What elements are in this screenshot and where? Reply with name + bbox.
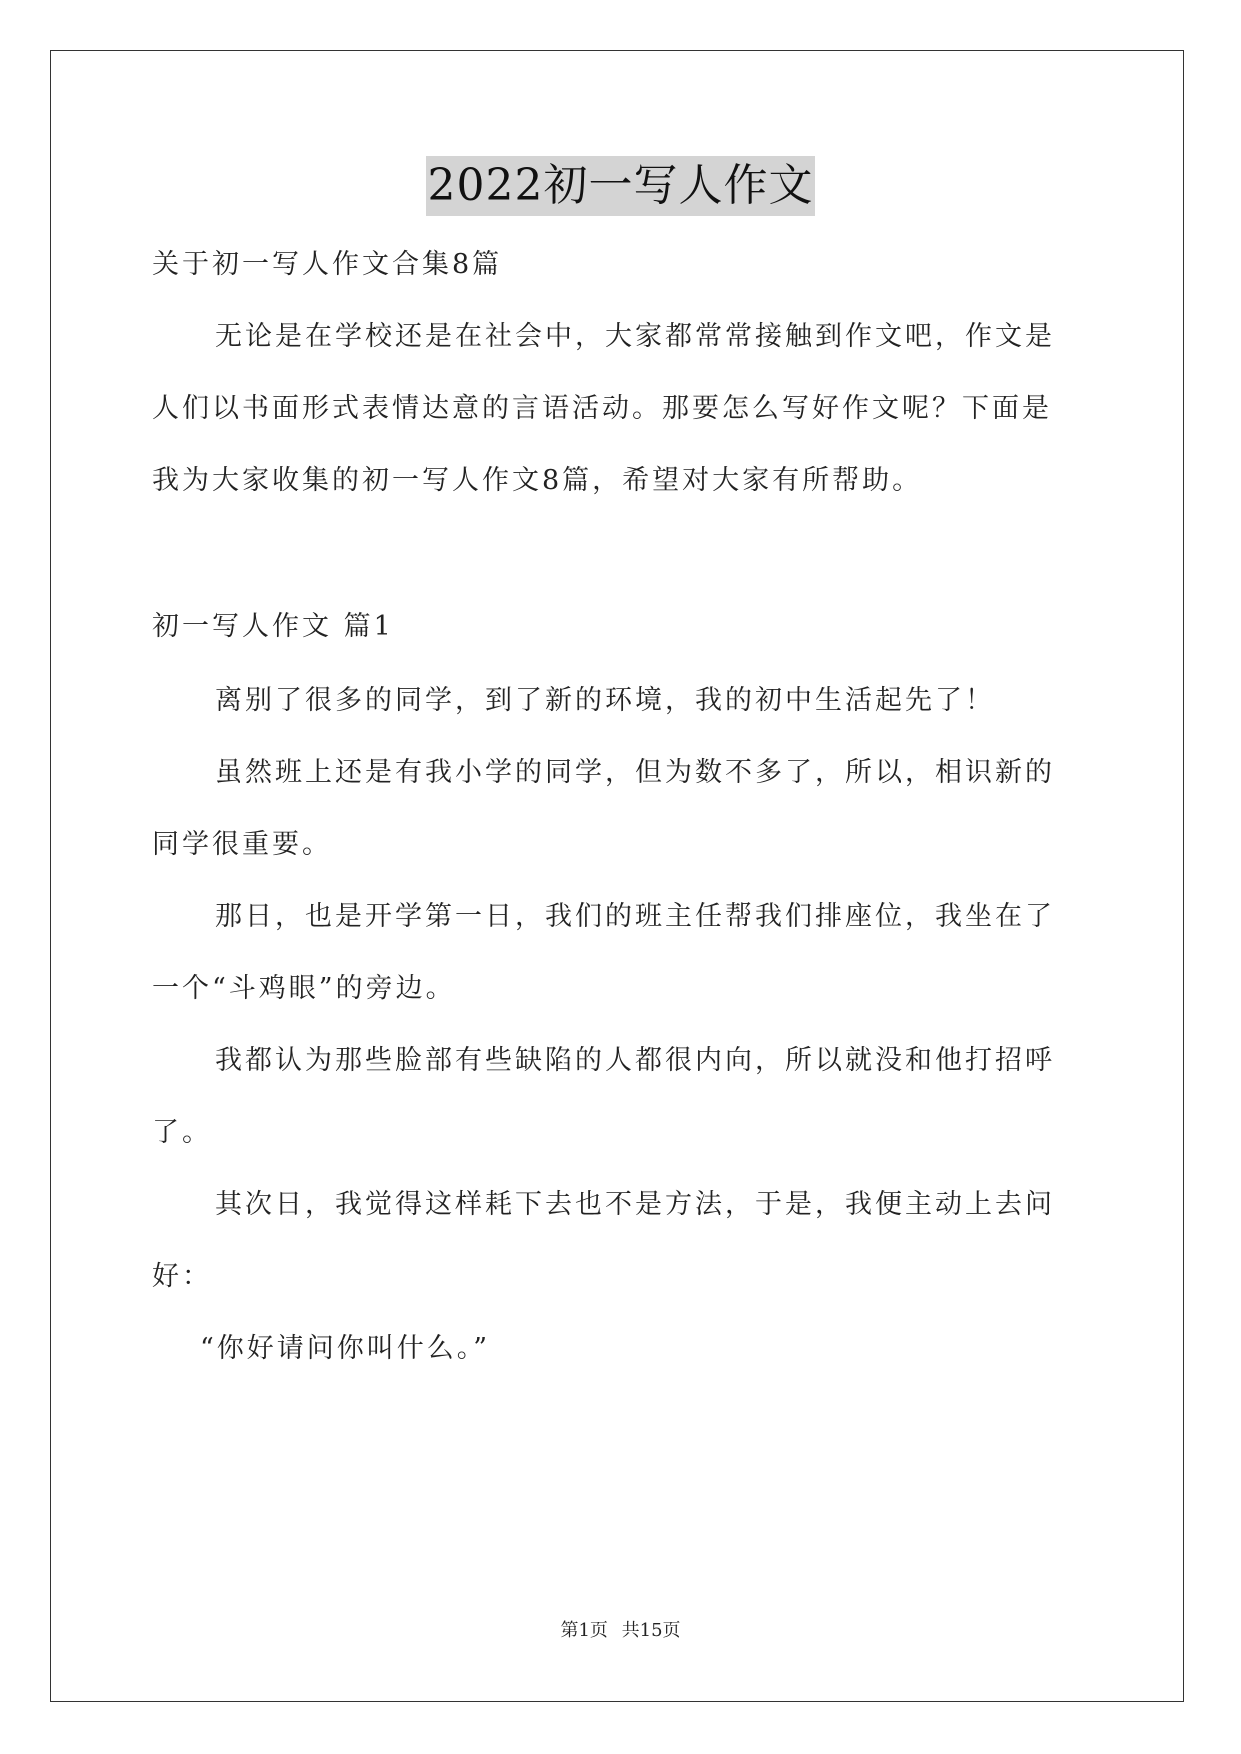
section-line: 了。 (152, 1117, 212, 1148)
section-line: 那日，也是开学第一日，我们的班主任帮我们排座位，我坐在了 (215, 901, 1055, 932)
page-footer (0, 1616, 1241, 1642)
section-line: 好： (152, 1261, 212, 1292)
page-total: 共15页 (621, 1620, 681, 1641)
page-border (50, 50, 1184, 1702)
section-line: 离别了很多的同学，到了新的环境，我的初中生活起先了！ (215, 685, 995, 716)
section-line: “你好请问你叫什么。” (200, 1333, 491, 1364)
section-line: 一个“斗鸡眼”的旁边。 (152, 973, 456, 1004)
document-title: 2022初一写人作文 (426, 156, 816, 216)
section-heading: 初一写人作文 篇1 (152, 611, 394, 642)
document-subtitle: 关于初一写人作文合集8篇 (152, 249, 503, 280)
title-container (0, 156, 1241, 216)
intro-line: 我为大家收集的初一写人作文8篇，希望对大家有所帮助。 (152, 465, 923, 496)
section-line: 我都认为那些脸部有些缺陷的人都很内向，所以就没和他打招呼 (215, 1045, 1055, 1076)
section-line: 虽然班上还是有我小学的同学，但为数不多了，所以，相识新的 (215, 757, 1055, 788)
section-line: 其次日，我觉得这样耗下去也不是方法，于是，我便主动上去问 (215, 1189, 1055, 1220)
intro-line: 人们以书面形式表情达意的言语活动。那要怎么写好作文呢？下面是 (152, 393, 1052, 424)
intro-line: 无论是在学校还是在社会中，大家都常常接触到作文吧，作文是 (215, 321, 1055, 352)
page-number: 第1页 (560, 1620, 608, 1641)
section-line: 同学很重要。 (152, 829, 332, 860)
